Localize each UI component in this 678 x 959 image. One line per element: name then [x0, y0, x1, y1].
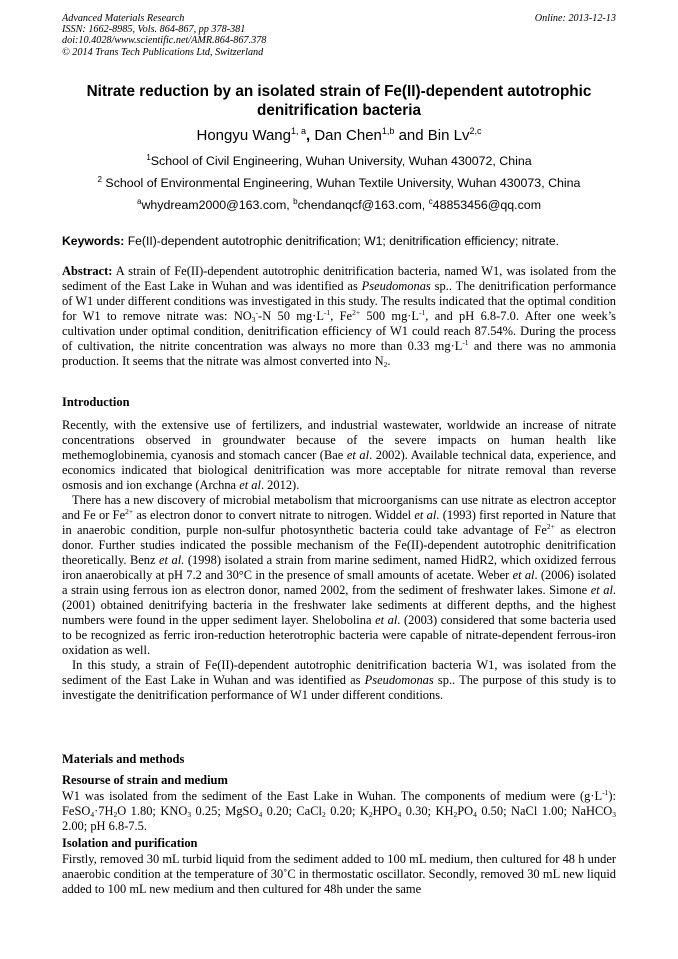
introduction-text	[62, 418, 616, 703]
abstract-label: Abstract:	[62, 264, 113, 278]
subsection-heading-isolation: Isolation and purification	[62, 836, 198, 850]
keywords	[62, 234, 616, 249]
email-b: chendanqcf@163.com,	[297, 198, 429, 212]
journal-name: Advanced Materials Research	[62, 13, 185, 24]
methods-isolation-text: Firstly, removed 30 mL turbid liquid from the sediment added to 100 mL medium, then cultured for 48 h under anaerobic condition at the temperature of 30˚C in thermostatic oscillator. Secondly, removed 30 mL new liquid added to 100 mL new medium and then cultured for 48h under the same	[62, 852, 616, 896]
author-3: Bin Lv	[427, 127, 470, 144]
journal-info	[62, 13, 266, 58]
section-heading-introduction: Introduction	[62, 395, 130, 409]
affiliation-2: $^2$ School of Environmental Engineering, Wuhan Textile University, Wuhan 430073, China	[97, 175, 581, 190]
email-a: whydream2000@163.com,	[141, 198, 294, 212]
affiliation-1: $^1$School of Civil Engineering, Wuhan University, Wuhan 430072, China	[146, 153, 532, 168]
online-date: Online: 2013-12-13	[534, 13, 616, 24]
journal-doi: doi:10.4028/www.scientific.net/AMR.864-867.378	[62, 35, 267, 47]
journal-copyright: © 2014 Trans Tech Publications Ltd, Switzerland	[62, 46, 264, 58]
methods-medium-text: W1 was isolated from the sediment of the East Lake in Wuhan. The components of medium were $(g\cdot L^{-1})$: $FeSO_4\cdot 7H_2O$ 1.80; $KNO_3$ 0.25; MgSO$_4$ 0.20; CaCl$_2$ 0.20; $K_2HPO_4$ 0.30; $KH_2PO_4$ 0.50; NaCl 1.00; NaHCO$_3$ 2.00; pH 6.8-7.5.	[62, 788, 616, 833]
title-line-1: Nitrate reduction by an isolated strain of Fe(II)-dependent autotrophic	[86, 83, 592, 100]
author-2: Dan Chen	[314, 127, 382, 144]
intro-paragraph-1: Recently, with the extensive use of fertilizers, and industrial wastewater, worldwide an increase of nitrate concentrations observed in groundwater because of the severe impacts on human health like methemoglobinemia, cyanosis and stomach cancer (Bae et al. 2002). Available technical data, experience, and economics indicated that biological denitrification was more acceptable for nitrate removal than reverse osmosis and ion exchange (Archna et al. 2012).	[62, 418, 616, 492]
author-emails: $^a$whydream2000@163.com, $^b$chendanqcf@163.com, $^c$48853456@qq.com	[136, 197, 542, 212]
section-heading-methods: Materials and methods	[62, 752, 185, 766]
title-line-2: denitrification bacteria	[256, 102, 422, 119]
intro-paragraph-3: In this study, a strain of Fe(II)-dependent autotrophic denitrification bacteria W1, was isolated from the sediment of the East Lake in Wuhan and was identified as Pseudomonas sp.. The purpose of this study is to investigate the denitrification performance of W1 under different conditions.	[62, 658, 616, 702]
author-1: Hongyu Wang	[196, 127, 291, 144]
keywords-label: Keywords:	[62, 234, 125, 248]
abstract: Abstract: A strain of Fe(II)-dependent autotrophic denitrification bacteria, named W1, was isolated from the sediment of the East Lake in Wuhan and was identified as Pseudomonas sp.. The denitrification performance of W1 under different conditions was investigated in this study. The results indicated that the optimal condition for W1 to remove nitrate was: $NO_3^--N$ 50 $mg\cdot L^{-1}$, $Fe^{2+}$ 500 $mg\cdot L^{-1}$, and pH 6.8-7.0. After one week’s cultivation under optimal condition, denitrification efficiency of W1 could reach 87.54%. During the process of cultivation, the nitrite concentration was always no more than 0.33 $mg\cdot L^{-1}$ and there was no ammonia production. It seems that the nitrate was almost converted into $N_2$.	[62, 264, 617, 369]
subsection-heading-strain: Resourse of strain and medium	[62, 773, 228, 787]
email-c: 48853456@qq.com	[432, 198, 542, 212]
paper-title	[62, 82, 616, 120]
journal-issn: ISSN: 1662-8985, Vols. 864-867, pp 378-381	[62, 24, 246, 36]
author-list: Hongyu Wang$^{1, a}$, Dan Chen$^{1,b}$ and Bin Lv$^{2,c}$	[196, 126, 482, 144]
keywords-text: Fe(II)-dependent autotrophic denitrification; W1; denitrification efficiency; nitrate.	[124, 234, 559, 248]
intro-paragraph-2: There has a new discovery of microbial metabolism that microorganisms can use nitrate as electron acceptor and Fe or $Fe^{2+}$ as electron donor to convert nitrate to nitrogen. Widdel et al. (1993) first reported in Nature that in anaerobic condition, purple non-sulfur photosynthetic bacteria could take advantage of $Fe^{2+}$ as electron donor. Further studies indicated the possible mechanism of the Fe(II)-dependent autotrophic denitrification theoretically. Benz et al. (1998) isolated a strain from marine sediment, named HidR2, which oxidized ferrous iron anaerobically at pH 7.2 and 30°C in the presence of small amounts of acetate. Weber et al. (2006) isolated a strain using ferrous ion as electron donor, named 2002, from the sediment of freshwater lakes. Simone et al. (2001) obtained denitrifying bacteria in the freshwater lake sediments at different depths, and the highest numbers were found in the upper sediment layer. Shelobolina et al. (2003) considered that some bacteria used to be recognized as ferric iron-reduction heterotrophic bacteria were capable of nitrate-dependent ferrous-iron oxidation as well.	[62, 493, 617, 657]
